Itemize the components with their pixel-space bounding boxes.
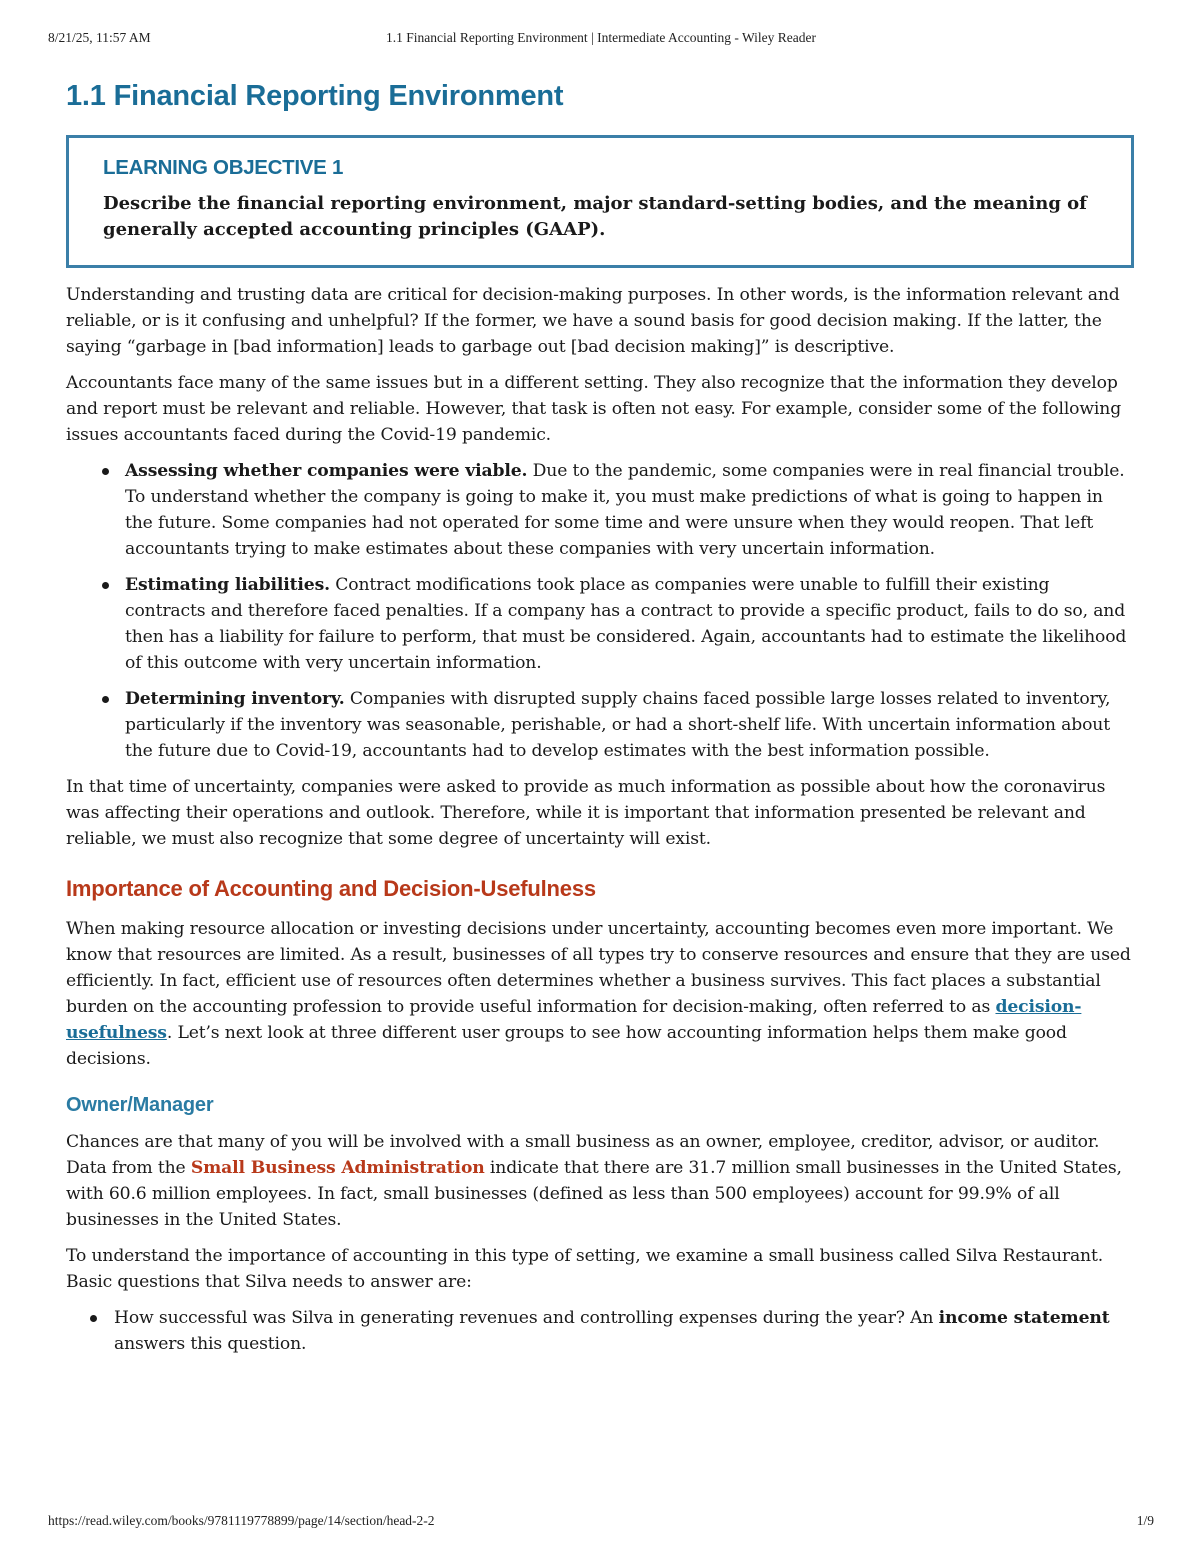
paragraph bbox=[66, 1129, 1134, 1233]
print-timestamp: 8/21/25, 11:57 AM bbox=[48, 30, 151, 45]
issue-text: Companies with disrupted supply chains faced possible large losses related to inventory, particularly if the inventory was seasonable, perishable, or had a short-shelf life. With uncertain information about the future due to Covid-19, accountants had to develop estimates with the best information possible. bbox=[125, 689, 1111, 761]
list-item bbox=[125, 572, 1134, 676]
text-run: When making resource allocation or investing decisions under uncertainty, accounting becomes even more important. We know that resources are limited. As a result, businesses of all types try to conserve resources and ensure that they are used efficiently. In fact, efficient use of resources often determines whether a business survives. This fact places a substantial burden on the accounting profession to provide useful information for decision-making, often referred to as bbox=[66, 919, 1131, 1017]
questions-list bbox=[66, 1305, 1134, 1357]
text-run: How successful was Silva in generating revenues and controlling expenses during the year? An bbox=[114, 1308, 939, 1328]
issues-list bbox=[66, 458, 1134, 764]
issue-title: Determining inventory. bbox=[125, 689, 345, 709]
page-title: 1.1 Financial Reporting Environment bbox=[66, 80, 564, 112]
learning-objective-text: Describe the financial reporting environment, major standard-setting bodies, and the meaning of generally accepted accounting principles (GAAP). bbox=[103, 193, 1087, 240]
small-business-administration-link[interactable]: Small Business Administration bbox=[190, 1158, 485, 1178]
list-item bbox=[125, 686, 1134, 764]
paragraph: To understand the importance of accounting in this type of setting, we examine a small business called Silva Restaurant. Basic questions that Silva needs to answer are: bbox=[66, 1246, 1104, 1292]
list-item bbox=[125, 458, 1134, 562]
text-run: answers this question. bbox=[114, 1334, 307, 1354]
text-run: indicate that there are 31.7 million small businesses in the United States, with 60.6 million employees. In fact, small businesses (defined as less than 500 employees) account for 99.9% of all businesses in the United States. bbox=[66, 1158, 1122, 1230]
key-term: income statement bbox=[938, 1308, 1110, 1328]
text-run: Chances are that many of you will be involved with a small business as an owner, employee, creditor, advisor, or auditor. Data from the bbox=[66, 1132, 1100, 1178]
paragraph: Understanding and trusting data are critical for decision-making purposes. In other words, is the information relevant and reliable, or is it confusing and unhelpful? If the former, we have a sound basis for good decision making. If the latter, the saying “garbage in [bad information] leads to garbage out [bad decision making]” is descriptive. bbox=[66, 285, 1120, 357]
print-page-number: 1/9 bbox=[1136, 1513, 1154, 1528]
section-heading-importance: Importance of Accounting and Decision-Usefulness bbox=[66, 876, 596, 901]
issue-title: Assessing whether companies were viable. bbox=[125, 461, 528, 481]
print-url: https://read.wiley.com/books/9781119778899/page/14/section/head-2-2 bbox=[48, 1513, 435, 1528]
issue-text: Due to the pandemic, some companies were in real financial trouble. To understand whether the company is going to make it, you must make predictions of what is going to happen in the future. Some companies had not operated for some time and were unsure when they would reopen. That left accountants trying to make estimates about these companies with very uncertain information. bbox=[125, 461, 1125, 559]
paragraph: In that time of uncertainty, companies were asked to provide as much information as possible about how the coronavirus was affecting their operations and outlook. Therefore, while it is important that information presented be relevant and reliable, we must also recognize that some degree of uncertainty will exist. bbox=[66, 777, 1106, 849]
learning-objective-heading: LEARNING OBJECTIVE 1 bbox=[103, 156, 344, 179]
decision-usefulness-link[interactable]: decision-usefulness bbox=[66, 997, 1082, 1043]
list-item bbox=[114, 1305, 1134, 1357]
reader-content bbox=[66, 80, 1134, 1367]
subsection-heading-owner-manager: Owner/Manager bbox=[66, 1094, 214, 1116]
print-header bbox=[48, 30, 1154, 50]
paragraph: Accountants face many of the same issues but in a different setting. They also recognize that the information they develop and report must be relevant and reliable. However, that task is often not easy. For example, consider some of the following issues accountants faced during the Covid-19 pandemic. bbox=[66, 373, 1122, 445]
issue-title: Estimating liabilities. bbox=[125, 575, 330, 595]
text-run: . Let’s next look at three different user groups to see how accounting information helps them make good decisions. bbox=[66, 1023, 1067, 1069]
issue-text: Contract modifications took place as companies were unable to fulfill their existing contracts and therefore faced penalties. If a company has a contract to provide a specific product, fails to do so, and then has a liability for failure to perform, that must be considered. Again, accountants had to estimate the likelihood of this outcome with very uncertain information. bbox=[125, 575, 1127, 673]
print-page-title: 1.1 Financial Reporting Environment | Intermediate Accounting - Wiley Reader bbox=[385, 30, 817, 45]
print-footer bbox=[48, 1513, 1154, 1533]
learning-objective-box bbox=[66, 135, 1134, 268]
paragraph bbox=[66, 916, 1134, 1072]
